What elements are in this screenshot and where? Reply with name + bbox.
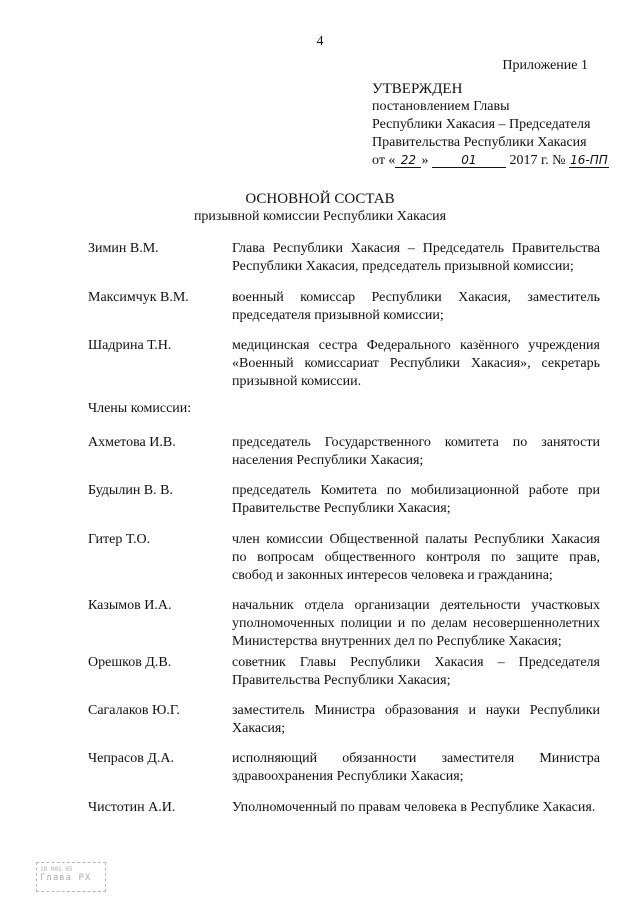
member-role: Уполномоченный по правам человека в Республике Хакасия.	[232, 800, 596, 815]
member-name: Сагалаков Ю.Г.	[88, 703, 180, 718]
page-number: 4	[316, 34, 324, 49]
member-role: член комиссии Общественной палаты Республики Хакасия по вопросам общественного контроля по защите прав, свобод и законных интересов человека и гражданина;	[232, 532, 600, 583]
member-name: Шадрина Т.Н.	[88, 338, 172, 353]
stamp-line-2: Глава РХ	[40, 873, 92, 883]
member-role: председатель Государственного комитета по занятости населения Республики Хакасия;	[232, 435, 600, 468]
members-heading: Члены комиссии:	[88, 401, 192, 416]
member-name: Чепрасов Д.А.	[88, 751, 175, 766]
list-item	[88, 289, 600, 325]
member-name: Ахметова И.В.	[88, 435, 176, 450]
member-name: Будылин В. В.	[88, 483, 173, 498]
member-name: Чистотин А.И.	[88, 800, 176, 815]
member-role: советник Главы Республики Хакасия – Председателя Правительства Республики Хакасия;	[232, 655, 600, 688]
list-item	[88, 654, 600, 690]
date-month: 01	[432, 153, 506, 168]
member-name: Гитер Т.О.	[88, 532, 151, 547]
member-role: исполняющий обязанности заместителя Министра здравоохранения Республики Хакасия;	[232, 751, 600, 784]
member-name: Максимчук В.М.	[88, 290, 189, 305]
date-year: 2017 г. №	[509, 153, 566, 168]
stamp-line-1: 18 001 05	[40, 866, 73, 873]
approval-line-2: Республики Хакасия – Председателя	[372, 117, 591, 132]
approved-heading: УТВЕРЖДЕН	[372, 81, 463, 97]
title-main: ОСНОВНОЙ СОСТАВ	[245, 191, 395, 207]
member-name: Орешков Д.В.	[88, 655, 172, 670]
approval-line-1: постановлением Главы	[372, 99, 510, 114]
member-role: начальник отдела организации деятельности участковых уполномоченных полиции и по делам несовершеннолетних Министерства внутренних дел по Республике Хакасия;	[232, 598, 600, 649]
member-role: заместитель Министра образования и науки Республики Хакасия;	[232, 703, 600, 736]
date-mid: »	[421, 153, 429, 168]
appendix-label: Приложение 1	[502, 58, 588, 73]
list-item	[88, 750, 600, 786]
approval-block	[372, 80, 609, 170]
list-item	[88, 531, 600, 585]
document-title	[0, 190, 640, 226]
list-item	[88, 482, 600, 518]
date-day: 22	[395, 153, 421, 168]
list-item	[88, 434, 600, 470]
date-prefix: от «	[372, 153, 396, 168]
member-role: Глава Республики Хакасия – Председатель Правительства Республики Хакасия, председатель призывной комиссии;	[232, 241, 600, 274]
decree-number: 16-ПП	[570, 153, 608, 167]
member-role: военный комиссар Республики Хакасия, заместитель председателя призывной комиссии;	[232, 290, 600, 323]
list-item	[88, 240, 600, 276]
member-role: председатель Комитета по мобилизационной работе при Правительстве Республики Хакасия;	[232, 483, 600, 516]
member-name: Зимин В.М.	[88, 241, 159, 256]
member-role: медицинская сестра Федерального казённого учреждения «Военный комиссариат Республики Хакасия», секретарь призывной комиссии.	[232, 338, 600, 389]
member-name: Казымов И.А.	[88, 598, 172, 613]
list-item	[88, 799, 600, 817]
list-item	[88, 597, 600, 651]
list-item	[88, 702, 600, 738]
title-sub: призывной комиссии Республики Хакасия	[193, 209, 447, 224]
list-item	[88, 337, 600, 391]
approval-date-line	[372, 152, 609, 170]
approval-line-3: Правительства Республики Хакасия	[372, 135, 587, 150]
registration-stamp	[36, 862, 106, 892]
